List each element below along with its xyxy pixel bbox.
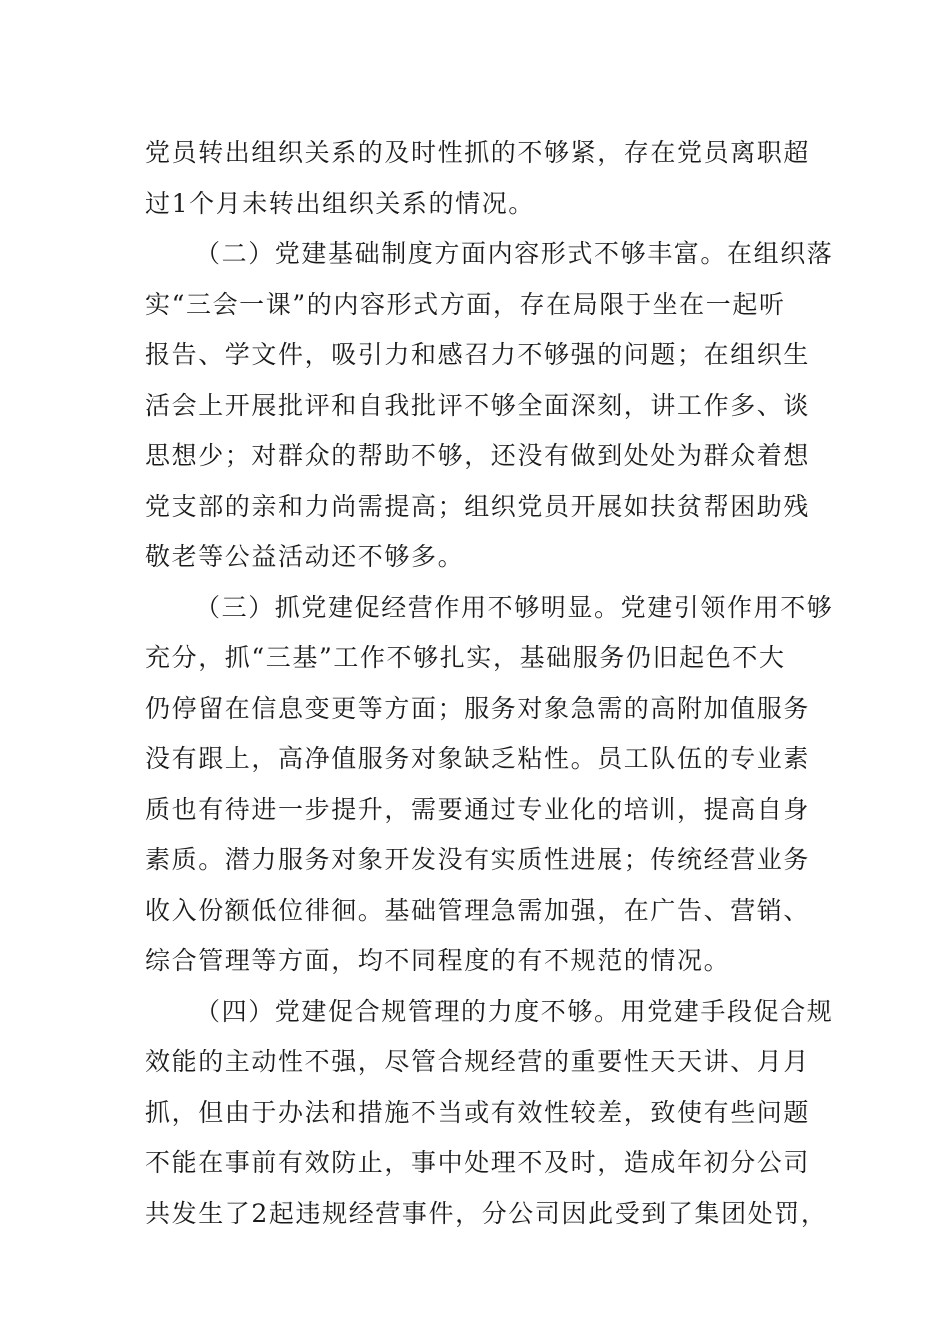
text-line: 抓，但由于办法和措施不当或有效性较差，致使有些问题 (145, 1097, 811, 1127)
document-body (145, 128, 834, 1239)
text-line: 不能在事前有效防止，事中处理不及时，造成年初分公司 (145, 1148, 811, 1177)
text-line: 实“三会一课”的内容形式方面，存在局限于坐在一起听 (145, 289, 786, 319)
text-line: 活会上开展批评和自我批评不够全面深刻，讲工作多、谈 (145, 390, 811, 420)
text-line: （二）党建基础制度方面内容形式不够丰富。在组织落 (195, 239, 834, 268)
text-line: 充分，抓“三基”工作不够扎实，基础服务仍旧起色不大 (145, 643, 786, 672)
text-line: 过1个月未转出组织关系的情况。 (145, 188, 535, 218)
text-line: 没有跟上，高净值服务对象缺乏粘性。员工队伍的专业素 (145, 744, 811, 773)
text-line: 效能的主动性不强，尽管合规经营的重要性天天讲、月月 (145, 1047, 811, 1076)
text-line: 综合管理等方面，均不同程度的有不规范的情况。 (145, 946, 731, 975)
text-line: 报告、学文件，吸引力和感召力不够强的问题；在组织生 (145, 340, 811, 369)
paragraph-section-2 (145, 229, 834, 583)
text-line: 质也有待进一步提升，需要通过专业化的培训，提高自身 (145, 794, 811, 824)
text-line: 仍停留在信息变更等方面；服务对象急需的高附加值服务 (145, 693, 811, 723)
text-line: （三）抓党建促经营作用不够明显。党建引领作用不够 (195, 592, 834, 622)
text-line: 素质。潜力服务对象开发没有实质性进展；传统经营业务 (145, 845, 811, 874)
text-line: 共发生了2起违规经营事件，分公司因此受到了集团处罚， (145, 1198, 828, 1228)
text-line: （四）党建促合规管理的力度不够。用党建手段促合规 (195, 996, 834, 1026)
text-line: 收入份额低位徘徊。基础管理急需加强，在广告、营销、 (145, 895, 811, 925)
paragraph-section-3 (145, 583, 834, 987)
text-line: 思想少；对群众的帮助不够，还没有做到处处为群众着想 (145, 441, 811, 470)
text-line: 党员转出组织关系的及时性抓的不够紧，存在党员离职超 (145, 138, 811, 167)
paragraph-continuation (145, 128, 825, 229)
text-line: 党支部的亲和力尚需提高；组织党员开展如扶贫帮困助残 (145, 491, 811, 521)
paragraph-section-4 (145, 987, 834, 1240)
text-line: 敬老等公益活动还不够多。 (145, 542, 465, 571)
